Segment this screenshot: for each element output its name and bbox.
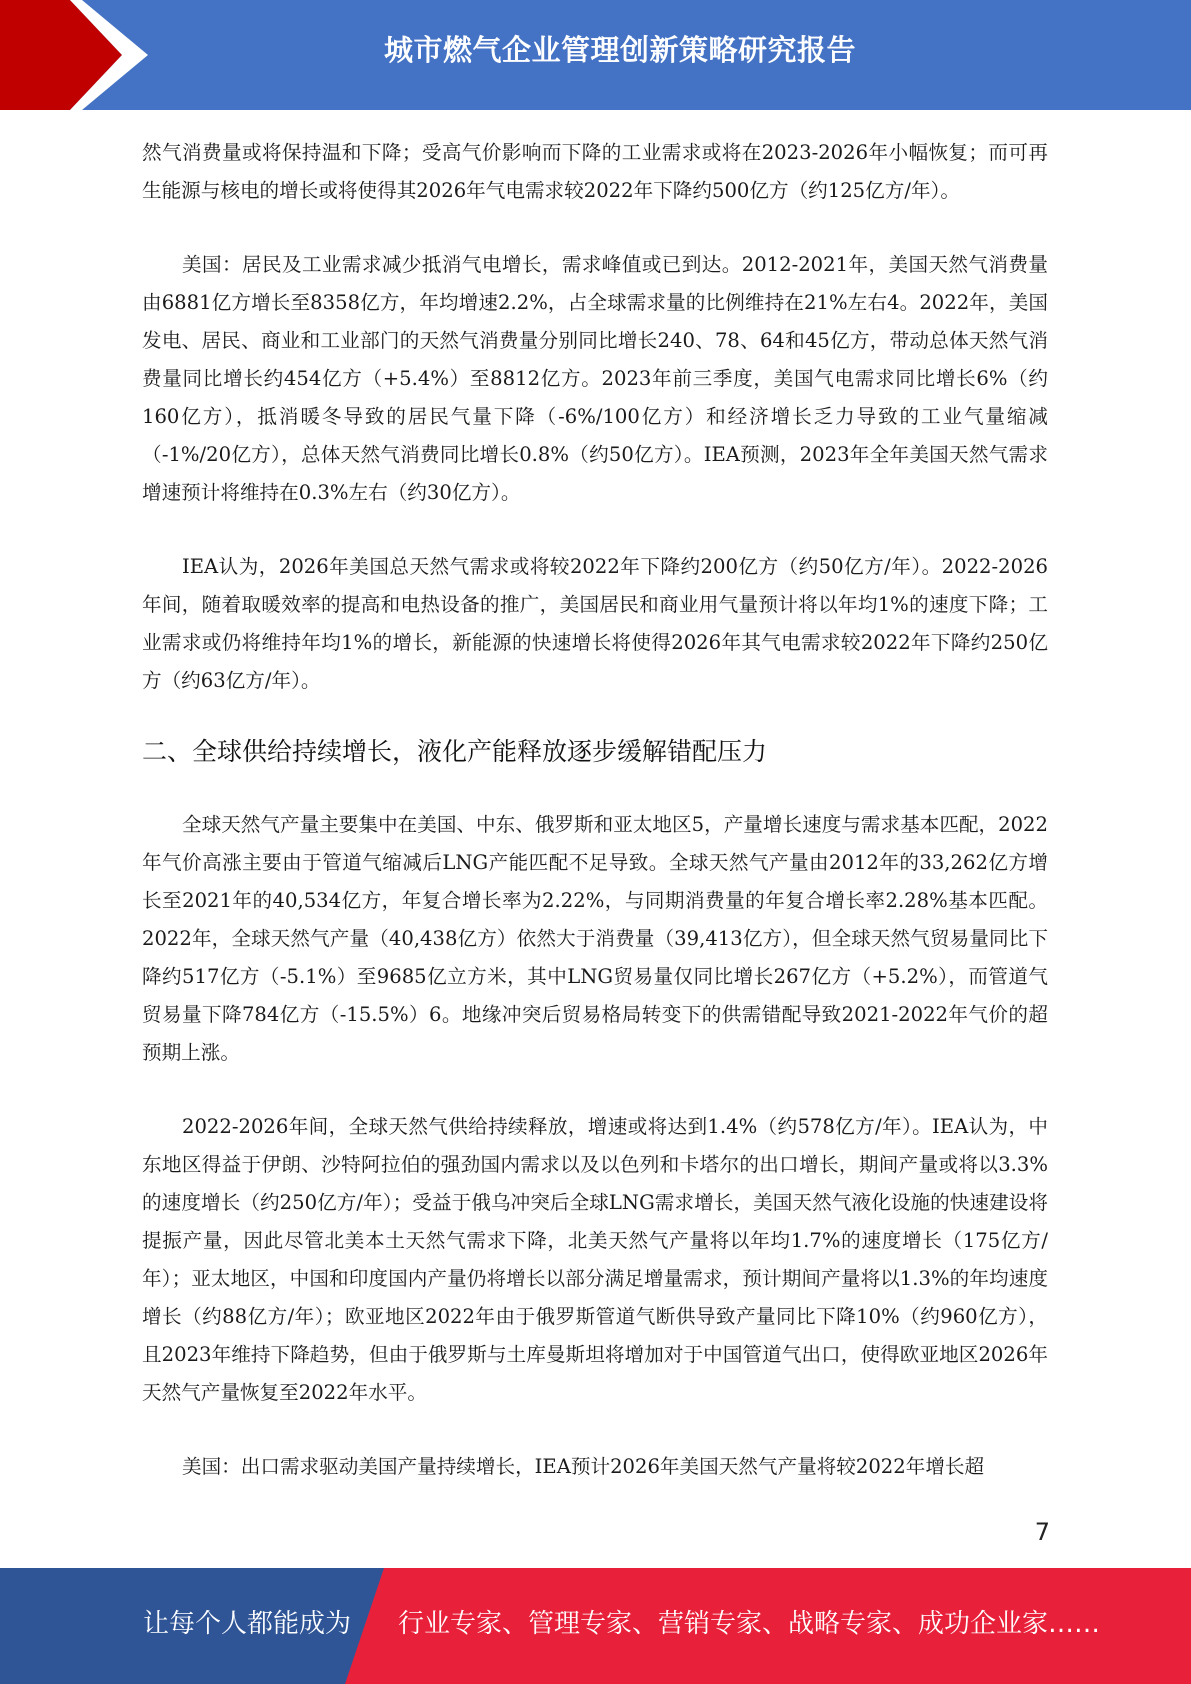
page-header [0, 0, 1191, 110]
section-heading: 二、全球供给持续增长，液化产能释放逐步缓解错配压力 [142, 737, 768, 766]
footer-slogan-right: 行业专家、管理专家、营销专家、战略专家、成功企业家…… [398, 1609, 1101, 1639]
page-footer [0, 1568, 1191, 1684]
report-title: 城市燃气企业管理创新策略研究报告 [383, 33, 856, 67]
paragraph: 2022-2026年间，全球天然气供给持续释放，增速或将达到1.4%（约578亿方/年）。IEA认为，中东地区得益于伊朗、沙特阿拉伯的强劲国内需求以及以色列和卡塔尔的出口增长，期间产量或将以3.3%的速度增长（约250亿方/年）；受益于俄乌冲突后全球LNG需求增长，美国天然气液化设施的快速建设将提振产量，因此尽管北美本土天然气需求下降，北美天然气产量将以年均1.7%的速度增长（175亿方/年）；亚太地区，中国和印度国内产量仍将增长以部分满足增量需求，预计期间产量将以1.3%的年均速度增长（约88亿方/年）；欧亚地区2022年由于俄罗斯管道气断供导致产量同比下降10%（约960亿方），且2023年维持下降趋势，但由于俄罗斯与土库曼斯坦将增加对于中国管道气出口，使得欧亚地区2026年天然气产量恢复至2022年水平。 [142, 1115, 1048, 1404]
header-arrow-icon [0, 0, 160, 110]
paragraph: 美国：出口需求驱动美国产量持续增长，IEA预计2026年美国天然气产量将较2022年增长超 [182, 1455, 985, 1478]
paragraph: 然气消费量或将保持温和下降；受高气价影响而下降的工业需求或将在2023-2026年小幅恢复；而可再生能源与核电的增长或将使得其2026年气电需求较2022年下降约500亿方（约125亿方/年）。 [142, 141, 1048, 202]
paragraph: 全球天然气产量主要集中在美国、中东、俄罗斯和亚太地区5，产量增长速度与需求基本匹配，2022年气价高涨主要由于管道气缩减后LNG产能匹配不足导致。全球天然气产量由2012年的33,262亿方增长至2021年的40,534亿方，年复合增长率为2.22%，与同期消费量的年复合增长率2.28%基本匹配。2022年，全球天然气产量（40,438亿方）依然大于消费量（39,413亿方），但全球天然气贸易量同比下降约517亿方（-5.1%）至9685亿立方米，其中LNG贸易量仅同比增长267亿方（+5.2%），而管道气贸易量下降784亿方（-15.5%）6。地缘冲突后贸易格局转变下的供需错配导致2021-2022年气价的超预期上涨。 [142, 813, 1048, 1064]
footer-slogan-left: 让每个人都能成为 [143, 1609, 352, 1639]
page-content [142, 134, 1048, 1486]
paragraph: 美国：居民及工业需求减少抵消气电增长，需求峰值或已到达。2012-2021年，美国天然气消费量由6881亿方增长至8358亿方，年均增速2.2%，占全球需求量的比例维持在21%左右4。2022年，美国发电、居民、商业和工业部门的天然气消费量分别同比增长240、78、64和45亿方，带动总体天然气消费量同比增长约454亿方（+5.4%）至8812亿方。2023年前三季度，美国气电需求同比增长6%（约160亿方），抵消暖冬导致的居民气量下降（-6%/100亿方）和经济增长乏力导致的工业气量缩减（-1%/20亿方），总体天然气消费同比增长0.8%（约50亿方）。IEA预测，2023年全年美国天然气需求增速预计将维持在0.3%左右（约30亿方）。 [142, 253, 1048, 504]
page-number: 7 [1034, 1518, 1050, 1546]
paragraph: IEA认为，2026年美国总天然气需求或将较2022年下降约200亿方（约50亿方/年）。2022-2026年间，随着取暖效率的提高和电热设备的推广，美国居民和商业用气量预计将以年均1%的速度下降；工业需求或仍将维持年均1%的增长，新能源的快速增长将使得2026年其气电需求较2022年下降约250亿方（约63亿方/年）。 [142, 555, 1048, 692]
